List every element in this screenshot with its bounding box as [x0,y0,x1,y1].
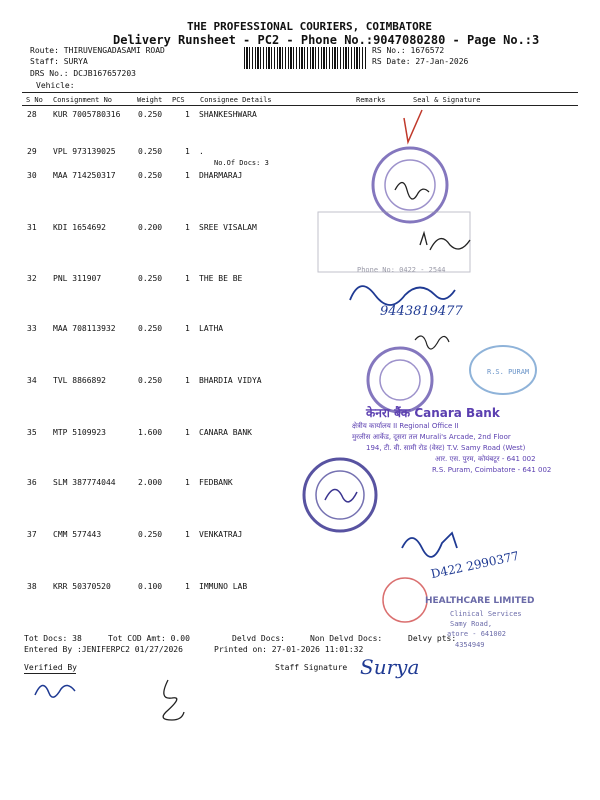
row-consignee: . [199,147,204,156]
staff-signature-handwritten: Surya [360,655,420,679]
row-sno: 31 [27,223,37,232]
vehicle: Vehicle: [36,81,75,90]
col-sno: S No [26,96,43,104]
staff-signature-label: Staff Signature [275,663,348,672]
row-sno: 32 [27,274,37,283]
row-weight: 0.100 [138,582,163,591]
row-consignee: LATHA [199,324,224,333]
canara-stamp-line2: मुरलीस आर्केड, दूसरा तल Murali's Arcade, 2nd Floor [352,433,511,441]
row-weight: 2.000 [138,478,163,487]
row-consignment: SLM 387774044 [53,478,116,487]
red-tick-mark [404,110,422,142]
row-consignment: PNL 311907 [53,274,102,283]
verified-by-underline [24,673,76,674]
row-pcs: 1 [185,428,190,437]
signature-row30 [395,183,429,200]
immuno-stamp-title: HEALTHCARE LIMITED [425,596,535,606]
delivery-points: Delvy pts: [408,634,457,643]
col-pcs: PCS [172,96,185,104]
col-seal-signature: Seal & Signature [413,96,481,104]
col-weight: Weight [137,96,163,104]
total-docs: Tot Docs: 38 [24,634,82,643]
canara-stamp-line3: 194, टी. वी. सामी रोड (वेस्ट) T.V. Samy Road (West) [366,444,526,452]
row-weight: 0.200 [138,223,163,232]
row-sno: 34 [27,376,37,385]
row-sno: 29 [27,147,37,156]
rs-date: RS Date: 27-Jan-2026 [372,57,469,66]
row-pcs: 1 [185,223,190,232]
runsheet-subtitle: Delivery Runsheet - PC2 - Phone No.:9047080280 - Page No.:3 [113,33,540,47]
row-sno: 37 [27,530,37,539]
total-cod-amount: Tot COD Amt: 0.00 [108,634,190,643]
row-docs-note: No.Of Docs: 3 [214,159,269,167]
row-consignment: CMM 577443 [53,530,102,539]
row-consignment: KDI 1654692 [53,223,106,232]
row-sno: 35 [27,428,37,437]
immuno-stamp-line2: Samy Road, [450,620,493,628]
entered-by: Entered By :JENIFERPC2 01/27/2026 [24,645,183,654]
row-weight: 0.250 [138,376,163,385]
immuno-stamp-line4: 4354949 [455,641,485,649]
row-weight: 0.250 [138,171,163,180]
row-consignment: VPL 973139025 [53,147,116,156]
row-consignee: VENKATRAJ [199,530,243,539]
row37-handwritten-number: D422 2990377 [429,548,521,582]
col-remarks: Remarks [356,96,386,104]
row-pcs: 1 [185,530,190,539]
row-consignment: MAA 708113932 [53,324,116,333]
col-consignment: Consignment No [53,96,113,104]
row-consignee: BHARDIA VIDYA [199,376,262,385]
printed-on: Printed on: 27-01-2026 11:01:32 [214,645,364,654]
row-pcs: 1 [185,478,190,487]
immuno-stamp-line1: Clinical Services [450,610,522,618]
signature-row32 [350,286,455,305]
row31-stamp-phone: Phone No: 0422 - 2544 [357,266,446,274]
row32-handwritten-number: 9443819477 [380,304,463,319]
signature-row36 [325,489,357,501]
red-circle-row38 [383,578,427,622]
row-sno: 38 [27,582,37,591]
row-consignment: KUR 7005780316 [53,110,121,119]
signature-row33 [415,336,449,349]
company-title: THE PROFESSIONAL COURIERS, COIMBATORE [187,20,433,33]
row-consignment: TVL 8866892 [53,376,106,385]
immuno-stamp-line3: atore - 641002 [447,630,507,638]
row-pcs: 1 [185,376,190,385]
canara-stamp-line1: क्षेत्रीय कार्यालय II Regional Office II [352,422,459,430]
signature-entered-by [163,680,184,720]
signature-verified-by [35,685,75,697]
row-pcs: 1 [185,324,190,333]
rs-number: RS No.: 1676572 [372,46,445,55]
row-sno: 30 [27,171,37,180]
row-consignment: KRR 50370520 [53,582,111,591]
row-consignee: THE BE BE [199,274,243,283]
route: Route: THIRUVENGADASAMI ROAD [30,46,165,55]
row-sno: 36 [27,478,37,487]
round-stamp-row36 [304,459,376,531]
row-pcs: 1 [185,110,190,119]
row-consignee: FEDBANK [199,478,233,487]
row-pcs: 1 [185,171,190,180]
verified-by-label: Verified By [24,663,77,672]
row-pcs: 1 [185,147,190,156]
canara-stamp-line5: R.S. Puram, Coimbatore - 641 002 [432,466,552,474]
row-consignment: MTP 5109923 [53,428,106,437]
delivered-docs: Delvd Docs: [232,634,285,643]
row-consignee: IMMUNO LAB [199,582,248,591]
row-weight: 0.250 [138,324,163,333]
row-weight: 0.250 [138,530,163,539]
signature-row37 [402,533,457,557]
row-consignee: DHARMARAJ [199,171,243,180]
row-pcs: 1 [185,582,190,591]
row-weight: 0.250 [138,274,163,283]
signature-row31 [420,233,470,250]
row-weight: 0.250 [138,110,163,119]
col-consignee: Consignee Details [200,96,272,104]
row-consignee: SREE VISALAM [199,223,257,232]
staff: Staff: SURYA [30,57,88,66]
drs-number: DRS No.: DCJB167657203 [30,69,136,78]
canara-stamp-title: केनरा बैंक Canara Bank [366,406,500,420]
row-weight: 0.250 [138,147,163,156]
row34-stamp-text: R.S. PURAM [487,368,530,376]
row-consignee: CANARA BANK [199,428,252,437]
round-stamp-row30 [373,148,447,222]
round-stamp-row34 [368,348,432,412]
row-consignee: SHANKESHWARA [199,110,257,119]
row-sno: 33 [27,324,37,333]
canara-stamp-line4: आर. एस. पुरम, कोयंबटूर - 641 002 [435,455,536,463]
non-delivered-docs: Non Delvd Docs: [310,634,383,643]
row-pcs: 1 [185,274,190,283]
row-weight: 1.600 [138,428,163,437]
row-sno: 28 [27,110,37,119]
row-consignment: MAA 714250317 [53,171,116,180]
